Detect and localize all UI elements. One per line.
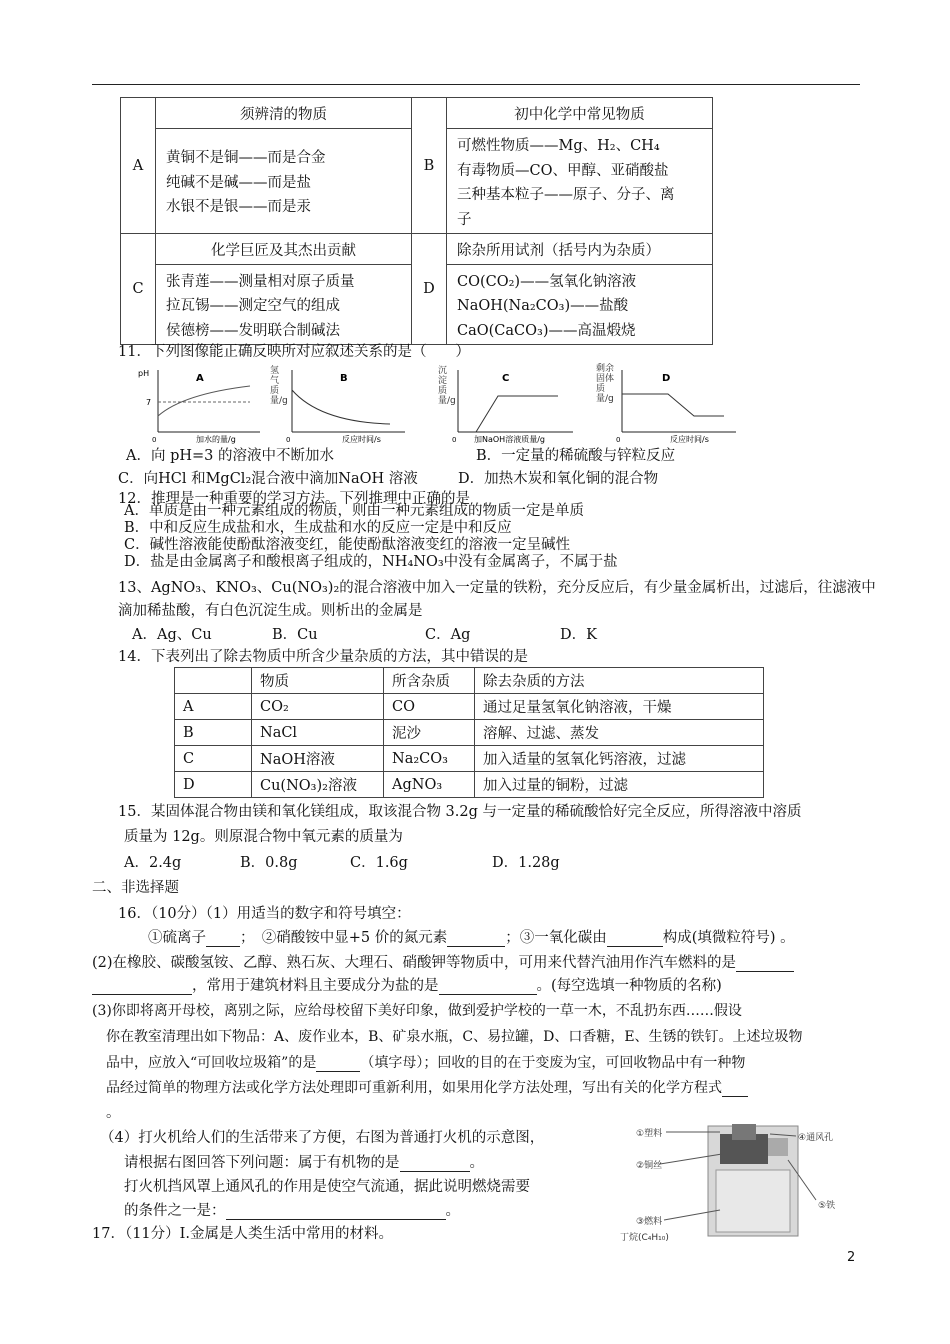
graph-c <box>438 364 583 444</box>
lighter-label-butane: 丁烷(C₄H₁₀) <box>620 1233 669 1243</box>
answer-blank-10[interactable] <box>226 1203 446 1220</box>
graph-c-letter: C <box>502 373 510 384</box>
graph-d-xlabel: 反应时间/s <box>670 435 709 444</box>
q16-line4: ，常用于建筑材料且主要成分为盐的是 。(每空选填一种物质的名称) <box>92 974 722 995</box>
q10-table <box>120 97 713 345</box>
lighter-label-plastic: ①塑料 <box>636 1129 663 1139</box>
graph-b-origin: 0 <box>286 436 291 444</box>
q17-line: 17．（11分）Ⅰ.金属是人类生活中常用的材料。 <box>92 1226 393 1242</box>
graph-d-ylabel: 剩余固体质量/g <box>596 364 615 404</box>
graph-a-xlabel: 加水的量/g <box>196 435 236 444</box>
graph-b-xlabel: 反应时间/s <box>342 435 381 444</box>
table-row: B NaCl 泥沙 溶解、过滤、蒸发 <box>175 720 764 746</box>
q15-line2: 质量为 12g。则原混合物中氧元素的质量为 <box>124 829 403 845</box>
graph-c-origin: 0 <box>452 436 457 444</box>
graph-d-origin: 0 <box>616 436 621 444</box>
q13-option-d: D．K <box>560 627 597 643</box>
q13-line2: 滴加稀盐酸，有白色沉淀生成。则析出的金属是 <box>118 603 423 619</box>
cell-b-header: 初中化学中常见物质 <box>447 98 713 129</box>
q15-option-a: A．2.4g <box>124 855 182 871</box>
answer-blank-4[interactable] <box>736 955 794 972</box>
q16-line11: 请根据右图回答下列问题：属于有机物的是 。 <box>124 1155 484 1171</box>
q16-line10: （4）打火机给人们的生活带来了方便，右图为普通打火机的示意图， <box>100 1130 545 1146</box>
answer-blank-5[interactable] <box>92 978 192 995</box>
lighter-label-copper: ②铜丝 <box>636 1161 663 1171</box>
graph-c-ylabel: 沉淀质量/g <box>438 366 456 406</box>
answer-blank-1[interactable] <box>206 930 240 947</box>
row-label-c: C <box>121 234 156 345</box>
q13-option-a: A．Ag、Cu <box>132 627 212 643</box>
page-number: 2 <box>847 1250 856 1265</box>
row-label-b: B <box>412 98 447 234</box>
q15-option-d: D．1.28g <box>492 855 560 871</box>
answer-blank-7[interactable] <box>316 1055 360 1072</box>
graph-a-ylabel: pH <box>138 369 150 378</box>
graph-a-letter: A <box>196 373 204 384</box>
cell-d-body: CO(CO₂)——氢氧化钠溶液 NaOH(Na₂CO₃)——盐酸 CaO(CaCO₃)——高温煅烧 <box>447 265 713 345</box>
section-title: 二、非选择题 <box>92 880 179 896</box>
lighter-label-iron: ⑤铁 <box>818 1201 836 1211</box>
answer-blank-9[interactable] <box>400 1155 470 1172</box>
q12-option-b: B．中和反应生成盐和水，生成盐和水的反应一定是中和反应 <box>124 520 512 536</box>
q13-line1: 13、AgNO₃、KNO₃、Cu(NO₃)₂的混合溶液中加入一定量的铁粉，充分反应后，有少量金属析出，过滤后，往滤液中 <box>118 580 876 596</box>
q12-option-a: A．单质是由一种元素组成的物质，则由一种元素组成的物质一定是单质 <box>124 503 584 519</box>
q15-option-c: C．1.6g <box>350 855 408 871</box>
q11-stem: 11．下列图像能正确反映所对应叙述关系的是（ ） <box>118 344 470 360</box>
table-row: C NaOH溶液 Na₂CO₃ 加入适量的氢氧化钙溶液，过滤 <box>175 746 764 772</box>
cell-c-header: 化学巨匠及其杰出贡献 <box>156 234 412 265</box>
q16-line13: 的条件之一是： 。 <box>124 1203 460 1219</box>
graph-b <box>270 364 415 444</box>
q11-option-a: A．向 pH=3 的溶液中不断加水 <box>126 448 334 464</box>
lighter-label-fuel: ③燃料 <box>636 1217 663 1227</box>
cell-a-header: 须辨清的物质 <box>156 98 412 129</box>
q16-line7: 品中，应放入“可回收垃圾箱”的是 （填字母）；回收的目的在于变废为宝，可回收物品中有一种物 <box>106 1055 746 1071</box>
cell-c-body: 张青莲——测量相对原子质量 拉瓦锡——测定空气的组成 侯德榜——发明联合制碱法 <box>156 265 412 345</box>
q11-option-b: B．一定量的稀硫酸与锌粒反应 <box>476 448 676 464</box>
table-row: A CO₂ CO 通过足量氢氧化钠溶液，干燥 <box>175 694 764 720</box>
table-row: 物质 所含杂质 除去杂质的方法 <box>175 668 764 694</box>
answer-blank-8[interactable] <box>722 1080 748 1097</box>
answer-blank-6[interactable] <box>439 978 537 995</box>
q14-table <box>174 667 764 798</box>
graph-d-letter: D <box>662 373 671 384</box>
q15-line1: 15．某固体混合物由镁和氧化镁组成，取该混合物 3.2g 与一定量的稀硫酸恰好完全反应，所得溶液中溶质 <box>118 804 802 820</box>
lighter-diagram <box>620 1120 870 1245</box>
table-row: D Cu(NO₃)₂溶液 AgNO₃ 加入过量的铜粉，过滤 <box>175 772 764 798</box>
cell-b-body: 可燃性物质——Mg、H₂、CH₄ 有毒物质—CO、甲醇、亚硝酸盐 三种基本粒子——原子、分子、离 子 <box>447 129 713 234</box>
q11-option-c: C．向HCl 和MgCl₂混合液中滴加NaOH 溶液 <box>118 471 418 487</box>
lighter-label-vent: ④通风孔 <box>798 1133 834 1143</box>
graph-b-letter: B <box>340 373 348 384</box>
q16-line6: 你在教室清理出如下物品：A、废作业本，B、矿泉水瓶，C、易拉罐，D、口香糖，E、生锈的铁钉。上述垃圾物 <box>106 1029 803 1045</box>
q16-line2: ①硫离子 ； ②硝酸铵中显+5 价的氮元素 ；③一氧化碳由 构成(填微粒符号) 。 <box>148 930 795 946</box>
q12-option-c: C．碱性溶液能使酚酞溶液变红，能使酚酞溶液变红的溶液一定呈碱性 <box>124 537 571 553</box>
graph-a-origin: 0 <box>152 436 157 444</box>
q15-option-b: B．0.8g <box>240 855 298 871</box>
q16-line8: 品经过简单的物理方法或化学方法处理即可重新利用，如果用化学方法处理，写出有关的化学方程式 <box>106 1077 748 1097</box>
q13-option-b: B．Cu <box>272 627 318 643</box>
answer-blank-3[interactable] <box>607 930 663 947</box>
header-rule <box>92 84 860 85</box>
cell-a-body: 黄铜不是铜——而是合金 纯碱不是碱——而是盐 水银不是银——而是汞 <box>156 129 412 234</box>
graph-c-xlabel: 加NaOH溶液质量/g <box>474 435 545 444</box>
q16-line5: (3)你即将离开母校，离别之际，应给母校留下美好印象，做到爱护学校的一草一木，不乱扔东西……假设 <box>92 1003 742 1019</box>
graph-b-ylabel: 氢气质量/g <box>270 366 288 406</box>
q12-stem: 12．推理是一种重要的学习方法。下列推理中正确的是 <box>118 491 470 507</box>
cell-d-header: 除杂所用试剂（括号内为杂质） <box>447 234 713 265</box>
q14-stem: 14．下表列出了除去物质中所含少量杂质的方法，其中错误的是 <box>118 649 528 665</box>
q16-line3: (2)在橡胶、碳酸氢铵、乙醇、熟石灰、大理石、硝酸钾等物质中，可用来代替汽油用作汽车燃料的是 <box>92 951 794 972</box>
row-label-a: A <box>121 98 156 234</box>
graph-a-y7: 7 <box>146 398 152 407</box>
q16-line12: 打火机挡风罩上通风孔的作用是使空气流通，据此说明燃烧需要 <box>124 1179 530 1195</box>
answer-blank-2[interactable] <box>447 930 505 947</box>
graph-d <box>596 364 746 444</box>
q12-option-d: D．盐是由金属离子和酸根离子组成的，NH₄NO₃中没有金属离子，不属于盐 <box>124 554 618 570</box>
q11-option-d: D．加热木炭和氧化铜的混合物 <box>458 471 659 487</box>
q12-options <box>124 503 618 571</box>
q16-line9: 。 <box>106 1105 121 1121</box>
graph-a <box>138 364 268 444</box>
row-label-d: D <box>412 234 447 345</box>
q13-option-c: C．Ag <box>425 627 471 643</box>
q16-line1: 16．（10分）（1）用适当的数字和符号填空： <box>118 906 411 922</box>
